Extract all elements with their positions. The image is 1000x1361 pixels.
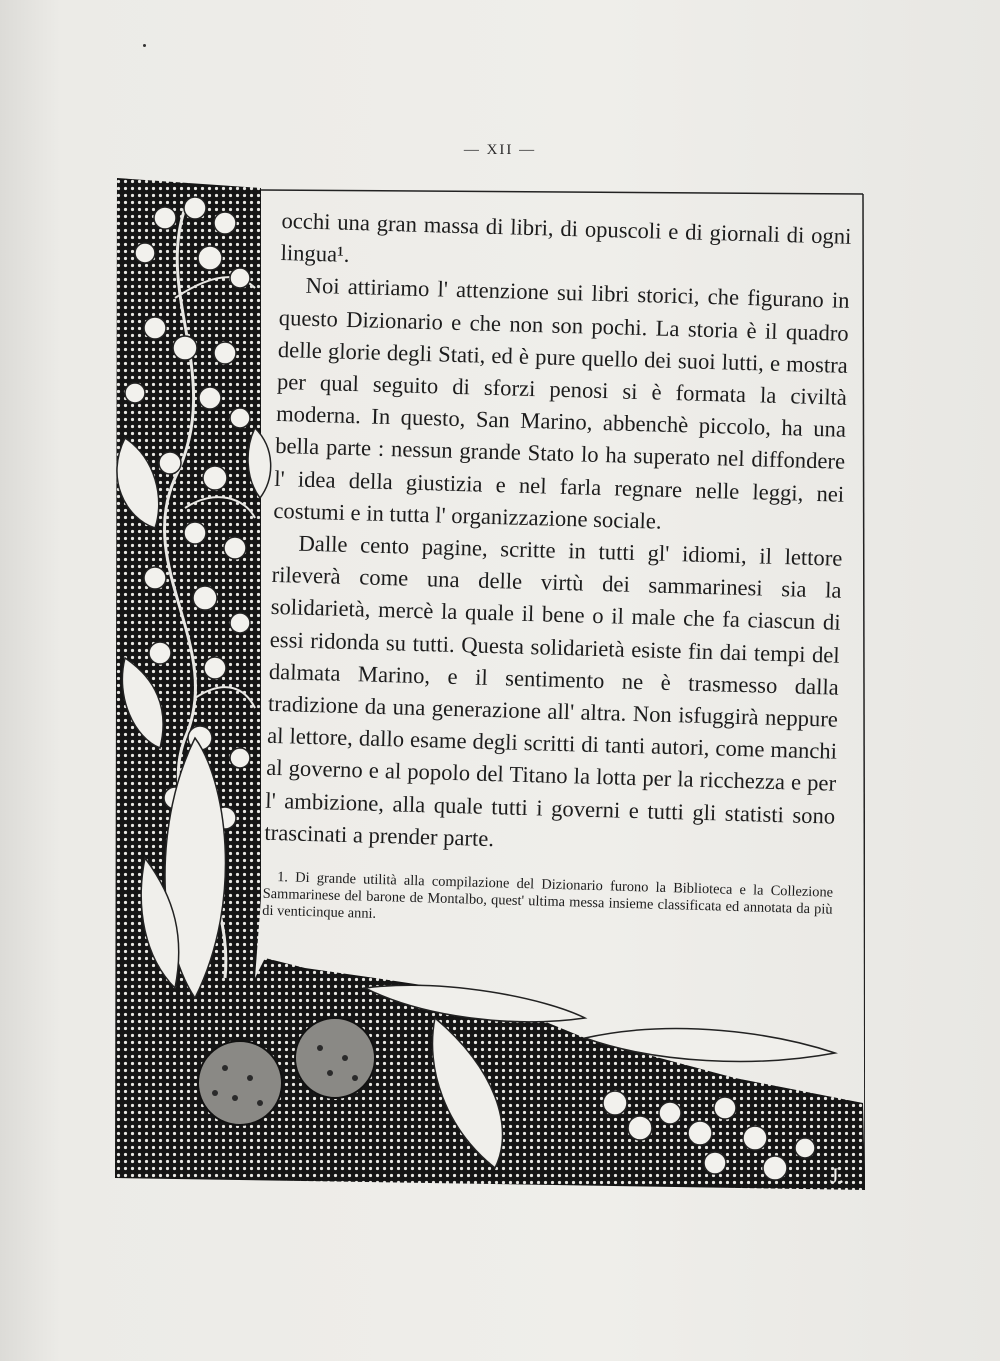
page-number: — XII — — [463, 142, 537, 158]
body-text — [262, 205, 852, 936]
artist-signature: J. — [830, 1163, 845, 1188]
paragraph-2: Noi attiriamo l' attenzione sui libri storici, che figurano in questo Dizionario e che non son pochi. La storia è il quadro delle glorie degli Stati, ed è pure quello dei suoi lutti, e mostra per qual seguito di sforzi penosi si è formata la civiltà moderna. In questo, San Marino, abbenchè piccolo, ha una bella parte : nessun grande Stato lo ha superato nel diffondere l' idea della giustizia e nel farla regnare nelle leggi, nei costumi e in tutta l' organizzazione sociale. — [273, 273, 850, 534]
speck — [143, 44, 146, 47]
paragraph-3: Dalle cento pagine, scritte in tutti gl' idiomi, il lettore rileverà come una delle virtù dei sammarinesi sia la solidarietà, mercè la quale il bene o il male che fa ciascun di essi ridonda su tutti. Questa solidarietà esiste fin dai tempi del dalmata Marino, e il sentimento ne è trasmesso dalla tradizione da una generazione all' altra. Non isfuggirà neppure al lettore, dallo esame degli scritti di tanti autori, come manchi al governo e al popolo del Titano la lotta per la ricchezza e per l' ambizione, alla quale tutti i governi e tutti gli statisti sono trascinati a prender parte. — [264, 530, 843, 852]
footnote: 1. Di grande utilità alla compilazione del Dizionario furono la Biblioteca e la Collezione Sammarinese del barone de Montalbo, quest' ultima messa insieme classificata ed annotata da più di venticinque anni. — [262, 869, 834, 922]
paragraph-1: occhi una gran massa di libri, di opuscoli e di giornali di ogni lingua¹. — [280, 207, 852, 268]
